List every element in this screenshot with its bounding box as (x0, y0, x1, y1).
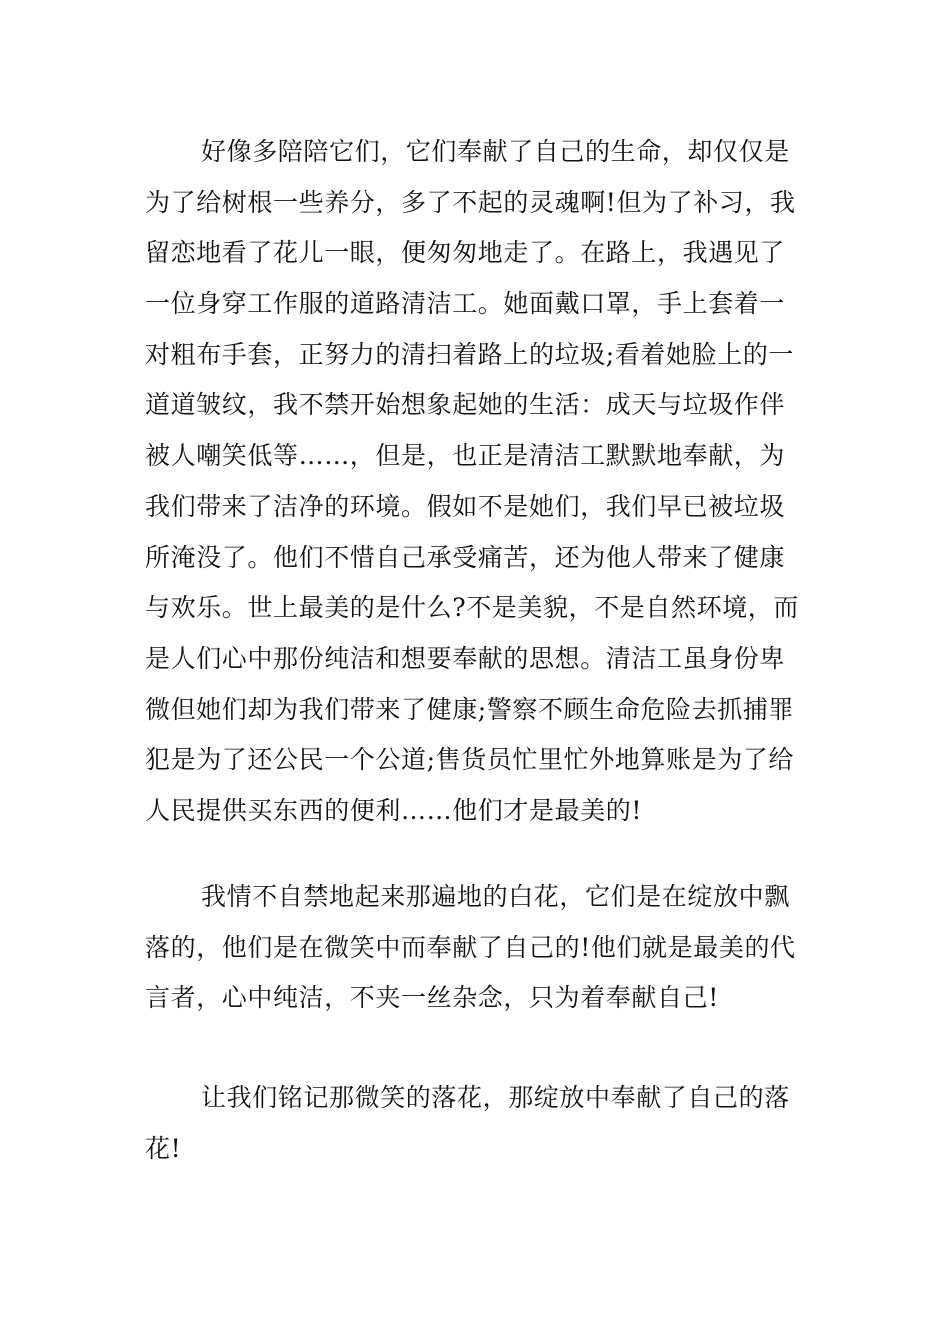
paragraph-line: 为了给树根一些养分，多了不起的灵魂啊!但为了补习，我 (145, 187, 796, 217)
paragraph-line: 是人们心中那份纯洁和想要奉献的思想。清洁工虽身份卑 (145, 643, 786, 673)
paragraph-line: 犯是为了还公民一个公道;售货员忙里忙外地算账是为了给 (145, 745, 795, 775)
paragraph-line: 所淹没了。他们不惜自己承受痛苦，还为他人带来了健康 (145, 542, 786, 572)
paragraph-line: 花! (145, 1133, 182, 1163)
paragraph-line: 道道皱纹，我不禁开始想象起她的生活：成天与垃圾作伴 (145, 390, 786, 420)
paragraph-line: 让我们铭记那微笑的落花，那绽放中奉献了自己的落 (201, 1083, 790, 1112)
paragraph-line: 好像多陪陪它们，它们奉献了自己的生命，却仅仅是 (201, 137, 790, 166)
paragraph-line: 微但她们却为我们带来了健康;警察不顾生命危险去抓捕罪 (145, 694, 795, 724)
paragraph-3 (145, 1073, 810, 1174)
paragraph-line: 留恋地看了花儿一眼，便匆匆地走了。在路上，我遇见了 (145, 238, 786, 268)
paragraph-2 (145, 872, 810, 1024)
paragraph-line: 我情不自禁地起来那遍地的白花，它们是在绽放中飘 (201, 882, 790, 911)
paragraph-line: 一位身穿工作服的道路清洁工。她面戴口罩，手上套着一 (145, 289, 786, 319)
paragraph-line: 我们带来了洁净的环境。假如不是她们，我们早已被垃圾 (145, 491, 786, 521)
paragraph-line: 落的，他们是在微笑中而奉献了自己的!他们就是最美的代 (145, 932, 796, 962)
paragraph-1 (145, 127, 810, 837)
paragraph-line: 言者，心中纯洁，不夹一丝杂念，只为着奉献自己! (145, 983, 719, 1013)
paragraph-line: 人民提供买东西的便利……他们才是最美的! (145, 795, 643, 825)
paragraph-line: 对粗布手套，正努力的清扫着路上的垃圾;看着她脸上的一 (145, 339, 795, 369)
paragraph-line: 被人嘲笑低等……，但是，也正是清洁工默默地奉献，为 (145, 441, 786, 471)
paragraph-line: 与欢乐。世上最美的是什么?不是美貌，不是自然环境，而 (145, 593, 800, 623)
